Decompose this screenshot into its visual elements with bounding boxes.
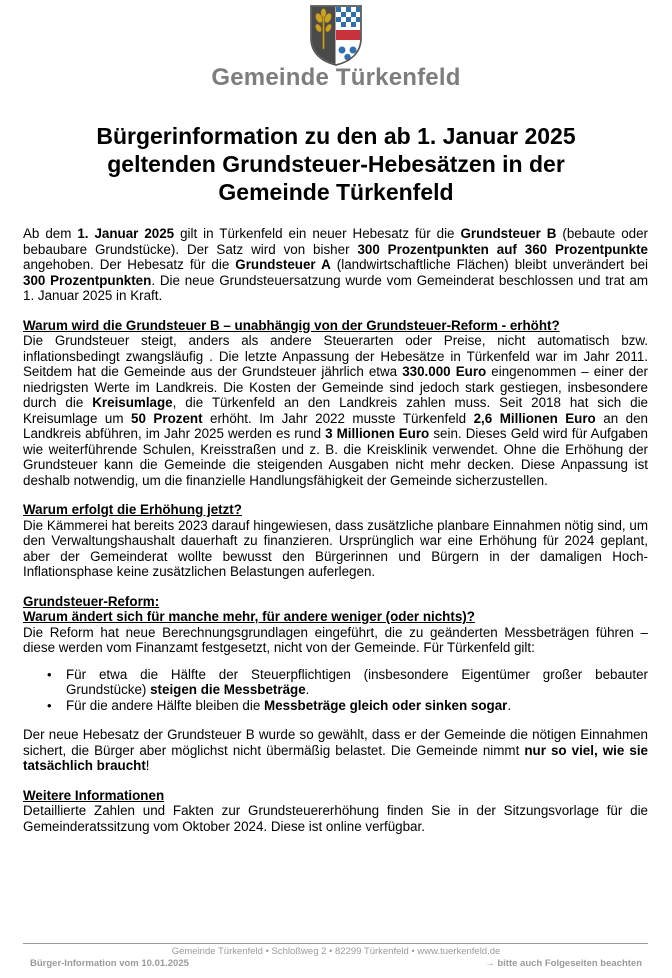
footer-divider	[23, 943, 648, 944]
closing-text: Der neue Hebesatz der Grundsteuer B wurde so gewählt, dass er der Gemeinde die nötigen Einnahmen sichert, die Bürger aber möglichst nicht übermäßig belastet. Die Gemeinde nimmt	[23, 727, 648, 758]
intro-bold: 1. Januar 2025	[77, 226, 175, 241]
list-item	[23, 698, 648, 714]
title-line-3: Gemeinde Türkenfeld	[218, 179, 454, 205]
list-item-text: Für die andere Hälfte bleiben die	[66, 697, 265, 713]
section-subheading-reform: Warum ändert sich für manche mehr, für andere weniger (oder nichts)?	[23, 609, 475, 624]
intro-bold: 300 Prozentpunkten	[23, 272, 152, 288]
list-item-text: .	[507, 697, 512, 713]
bullet-icon: •	[47, 666, 52, 682]
section-heading-reform: Grundsteuer-Reform:	[23, 593, 160, 609]
list-item-text: .	[305, 682, 310, 697]
section-text: eingenommen – einer der niedrigsten Werte im Landkreis. Die Kosten der Gemeinde sind jedoch stark gestiegen, insbesondere durch die	[23, 364, 648, 410]
section-bold: 3 Millionen Euro	[325, 426, 430, 441]
intro-bold: Grundsteuer B	[460, 226, 557, 241]
spacer	[23, 774, 648, 788]
section-paragraph-reform: Die Reform hat neue Berechnungsgrundlagen eingeführt, die zu geänderten Messbeträgen führen – diese werden vom Finanzamt festgesetzt, nicht von der Gemeinde. Für Türkenfeld gilt:	[23, 624, 648, 655]
list-item-bold: steigen die Messbeträge	[150, 682, 306, 697]
closing-bold: nur so viel, wie sie tatsächlich braucht	[23, 742, 648, 773]
title-line-1: Bürgerinformation zu den ab 1. Januar 2025	[96, 123, 576, 149]
footer-continue-note: → bitte auch Folgeseiten beachten	[485, 958, 642, 969]
coat-of-arms-icon	[309, 4, 363, 66]
intro-text: (bebaute oder bebaubare Grundstücke). Der Satz wird von bisher	[23, 226, 649, 257]
section-paragraph-more-info: Detaillierte Zahlen und Fakten zur Grundsteuererhöhung finden Sie in der Sitzungsvorlage für die Gemeinderatssitzung vom Oktober 2024. Diese ist online verfügbar.	[23, 803, 648, 834]
section-bold: 2,6 Millionen Euro	[473, 410, 596, 426]
spacer	[23, 580, 648, 594]
spacer	[23, 713, 648, 727]
intro-text: (landwirtschaftliche Flächen) bleibt unverändert bei	[330, 257, 648, 272]
closing-paragraph	[23, 727, 648, 774]
section-bold: Kreisumlage	[92, 395, 173, 410]
intro-text: gilt in Türkenfeld ein neuer Hebesatz für die	[174, 226, 461, 241]
list-item-text: Für etwa die Hälfte der Steuerpflichtigen (insbesondere Eigentümer großer bebauter Grundstücke)	[66, 666, 648, 697]
footer-address: Gemeinde Türkenfeld • Schloßweg 2 • 82299 Türkenfeld • www.tuerkenfeld.de	[171, 946, 501, 957]
municipality-name: Gemeinde Türkenfeld	[211, 64, 461, 91]
bullet-icon: •	[47, 697, 52, 713]
section-text: an den Landkreis abführen, im Jahr 2025 werden es rund	[23, 410, 648, 441]
intro-paragraph	[23, 226, 648, 304]
section-text: erhöht. Im Jahr 2022 musste Türkenfeld	[202, 410, 474, 426]
section-bold: 50 Prozent	[131, 410, 203, 426]
title-line-2: geltenden Grundsteuer-Hebesätzen in der	[107, 151, 565, 177]
section-bold: 330.000 Euro	[402, 364, 487, 379]
spacer	[23, 656, 648, 667]
intro-bold: 300 Prozentpunkten auf 360 Prozentpunkte	[357, 241, 648, 257]
document-title	[40, 122, 632, 206]
footer-date: Bürger-Information vom 10.01.2025	[30, 958, 189, 969]
section-paragraph-why-now: Die Kämmerei hat bereits 2023 darauf hingewiesen, dass zusätzliche planbare Einnahmen nötig sind, um den Verwaltungshaushalt dauerhaft zu finanzieren. Ursprünglich war eine Erhöhung für 2024 geplant, aber der Gemeinderat wollte bewusst den Bürgerinnen und Bürgern in der damaligen Hoch-Inflationsphase keine zusätzlichen Belastungen auferlegen.	[23, 517, 648, 579]
section-heading-more-info: Weitere Informationen	[23, 787, 165, 803]
spacer	[23, 304, 648, 318]
intro-text: Ab dem	[23, 226, 78, 241]
bullet-list	[23, 667, 648, 714]
list-item	[23, 667, 648, 698]
section-heading-why-increase: Warum wird die Grundsteuer B – unabhängig von der Grundsteuer-Reform - erhöht?	[23, 317, 560, 333]
section-text: Die Grundsteuer steigt, anders als andere Steuerarten oder Preise, nicht automatisch bzw. inflationsbedingt zwangsläufig . Die letzte Anpassung der Hebesätze in Türkenfeld war im Jahr 2011. Seitdem hat die Gemeinde aus der Grundsteuer jährlich etwa	[23, 333, 648, 379]
section-heading-why-now: Warum erfolgt die Erhöhung jetzt?	[23, 502, 242, 517]
section-paragraph-why-increase	[23, 333, 648, 488]
closing-text: !	[145, 758, 150, 773]
section-text: , die Türkenfeld an den Landkreis zahlen muss. Seit 2018 hat sich die Kreisumlage um	[23, 395, 649, 426]
list-item-bold: Messbeträge gleich oder sinken sogar	[264, 697, 508, 713]
spacer	[23, 488, 648, 502]
intro-text: . Die neue Grundsteuersatzung wurde vom Gemeinderat beschlossen und trat am 1. Januar 2025 in Kraft.	[23, 272, 648, 303]
section-text: sein. Dieses Geld wird für Aufgaben wie weiterführende Schulen, Kreisstraßen und z. B. die Kreisklinik verwendet. Ohne die Erhöhung der Grundsteuer kann die Gemeinde die steigenden Ausgaben nicht mehr decken. Diese Anpassung ist deshalb notwendig, um die finanzielle Handlungsfähigkeit der Gemeinde sicherzustellen.	[23, 426, 648, 488]
intro-bold: Grundsteuer A	[235, 257, 331, 272]
document-body	[23, 226, 648, 834]
intro-text: angehoben. Der Hebesatz für die	[23, 257, 236, 272]
